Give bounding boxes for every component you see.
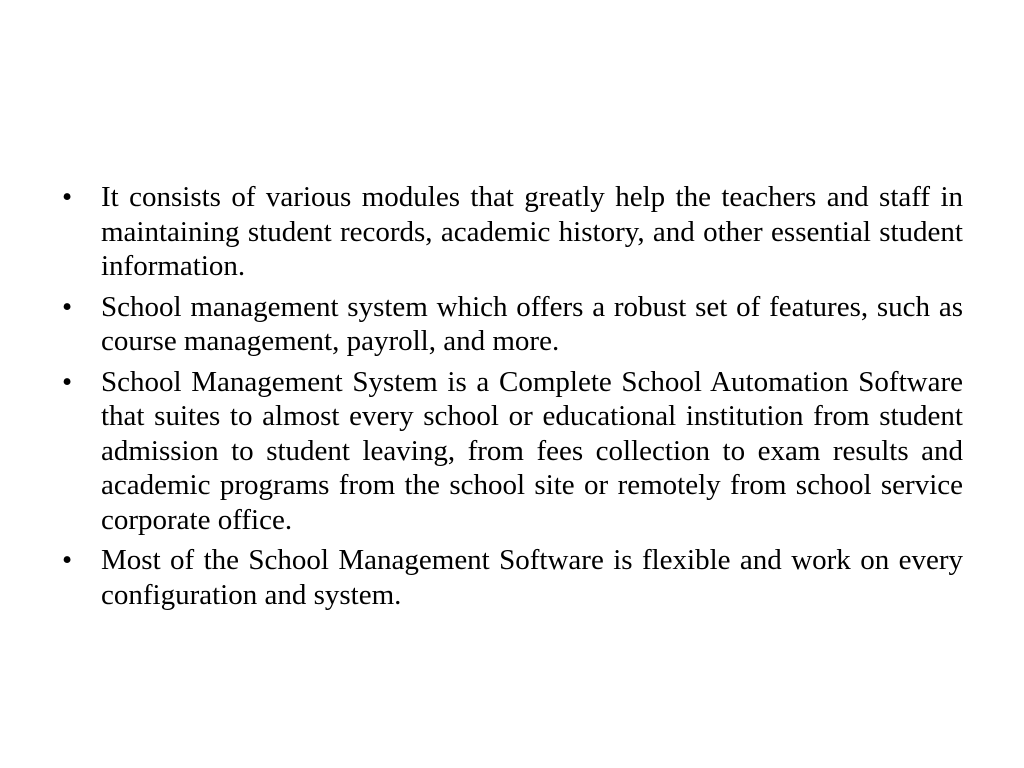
bullet-icon: • <box>62 544 73 576</box>
bullet-item <box>60 180 963 284</box>
bullet-icon: • <box>62 290 73 323</box>
bullet-icon: • <box>62 181 73 213</box>
bullet-text: It consists of various modules that greatly help the teachers and staff in maintaining student records, academic history, and other essential student information. <box>101 181 963 282</box>
bullet-item <box>60 543 963 612</box>
bullet-text: Most of the School Management Software is flexible and work on every configuration and system. <box>101 544 963 611</box>
bullet-item <box>60 290 963 359</box>
bullet-list <box>60 180 963 618</box>
bullet-item <box>60 365 963 538</box>
bullet-icon: • <box>62 365 73 398</box>
bullet-text: School Management System is a Complete School Automation Software that suites to almost every school or educational institution from student admission to student leaving, from fees collection to exam results and academic programs from the school site or remotely from school service corporate office. <box>101 365 963 536</box>
bullet-text: School management system which offers a robust set of features, such as course management, payroll, and more. <box>101 290 963 357</box>
